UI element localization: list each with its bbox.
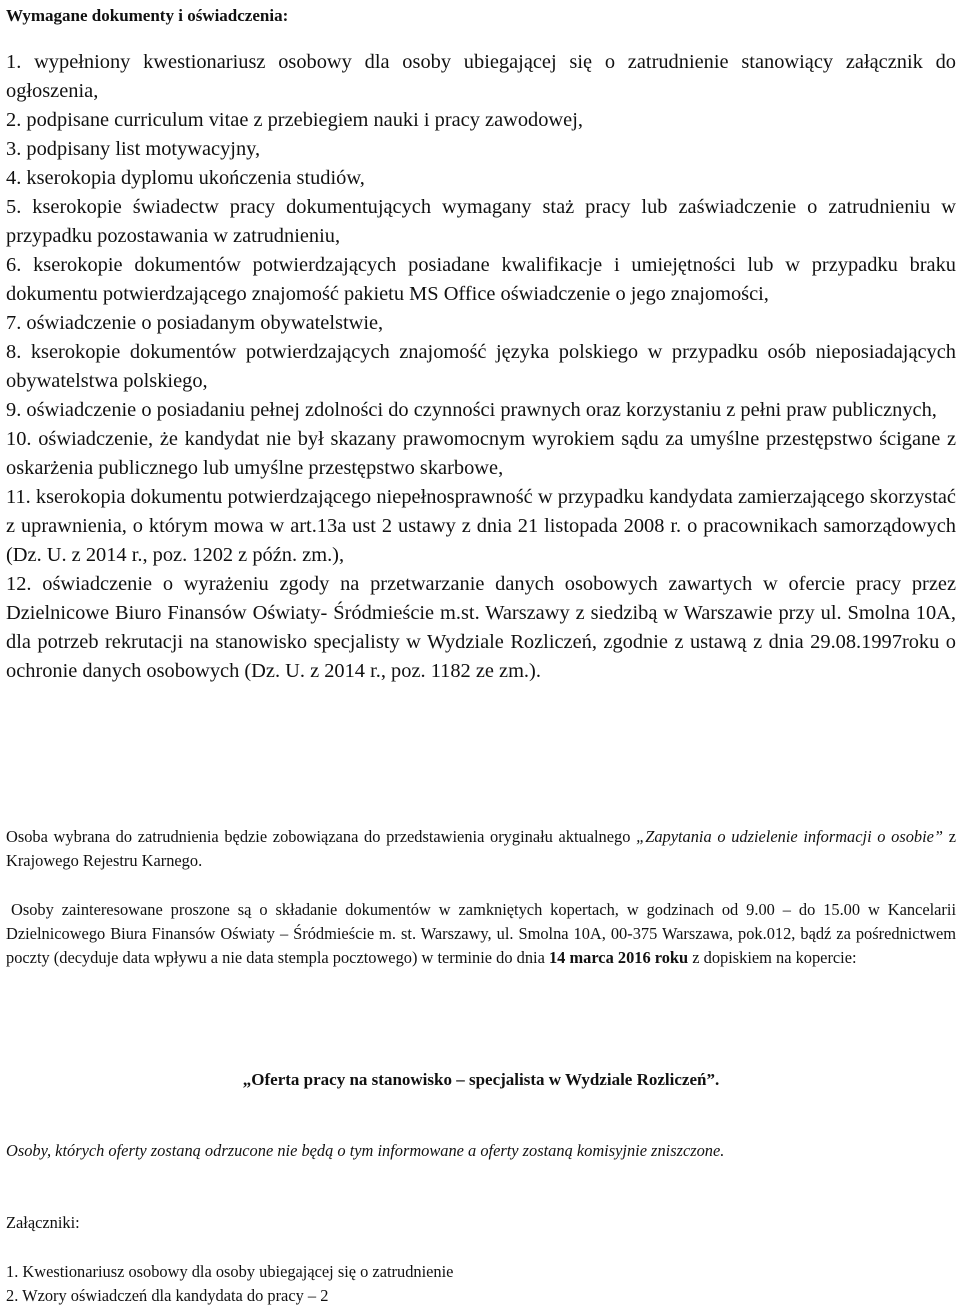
list-item: 1. Kwestionariusz osobowy dla osoby ubiegającej się o zatrudnienie xyxy=(6,1262,454,1281)
item-text: oświadczenie, że kandydat nie był skazany prawomocnym wyrokiem sądu za umyślne przestępstwo ścigane z oskarżenia publicznego lub umyślne przestępstwo skarbowe, xyxy=(6,428,957,479)
list-item xyxy=(6,164,956,193)
item-text: podpisany list motywacyjny, xyxy=(26,138,261,160)
rejected-offers-note: Osoby, których oferty zostaną odrzucone nie będą o tym informowane a oferty zostaną komisyjnie zniszczone. xyxy=(6,1141,725,1160)
attachments-label: Załączniki: xyxy=(6,1213,80,1232)
item-number: 1. xyxy=(6,51,22,73)
item-number: 7. xyxy=(6,312,22,334)
item-number: 9. xyxy=(6,399,22,421)
envelope-label: „Oferta pracy na stanowisko – specjalista w Wydziale Rozliczeń”. xyxy=(242,1070,720,1089)
item-text: oświadczenie o posiadanym obywatelstwie, xyxy=(26,312,384,334)
attachments-list xyxy=(6,1260,453,1308)
item-number: 5. xyxy=(6,196,22,218)
item-text: kserokopia dokumentu potwierdzającego niepełnosprawność w przypadku kandydata zamierzającego skorzystać z uprawnienia, o którym mowa w art.13a ust 2 ustawy z dnia 21 listopada 2008 r. o pracownikach samorządowych (Dz. U. z 2014 r., poz. 1202 z późn. zm.), xyxy=(6,486,956,566)
selected-text-end: z Krajowego Rejestru Karnego. xyxy=(6,827,957,870)
item-text: kserokopie świadectw pracy dokumentujących wymagany staż pracy lub zaświadczenie o zatrudnieniu w przypadku pozostawania w zatrudnieniu, xyxy=(6,196,956,247)
submission-deadline: 14 marca 2016 roku xyxy=(548,948,689,967)
submission-text-end: z dopiskiem na kopercie: xyxy=(688,948,857,967)
item-number: 12. xyxy=(6,573,32,595)
item-text: kserokopie dokumentów potwierdzających posiadane kwalifikacje i umiejętności lub w przypadku braku dokumentu potwierdzającego znajomość pakietu MS Office oświadczenie o jego znajomości, xyxy=(6,254,956,305)
list-item xyxy=(6,309,956,338)
list-item xyxy=(6,106,956,135)
item-text: wypełniony kwestionariusz osobowy dla osoby ubiegającej się o zatrudnienie stanowiący załącznik do ogłoszenia, xyxy=(6,51,956,102)
list-item xyxy=(6,425,956,483)
item-text: kserokopia dyplomu ukończenia studiów, xyxy=(26,167,365,189)
item-number: 6. xyxy=(6,254,22,276)
list-item xyxy=(6,396,956,425)
item-number: 4. xyxy=(6,167,22,189)
item-text: kserokopie dokumentów potwierdzających znajomość języka polskiego w przypadku osób nieposiadających obywatelstwa polskiego, xyxy=(6,341,956,392)
requirements-list xyxy=(6,48,956,686)
list-item xyxy=(6,483,956,570)
requirements-heading: Wymagane dokumenty i oświadczenia: xyxy=(6,6,289,25)
list-item: 2. Wzory oświadczeń dla kandydata do pracy – 2 xyxy=(6,1286,329,1305)
submission-instructions xyxy=(6,898,956,970)
selected-text-start: Osoba wybrana do zatrudnienia będzie zobowiązana do przedstawienia oryginału aktualnego xyxy=(6,827,637,846)
list-item xyxy=(6,338,956,396)
item-text: oświadczenie o wyrażeniu zgody na przetwarzanie danych osobowych zawartych w ofercie pracy przez Dzielnicowe Biuro Finansów Oświaty- Śródmieście m.st. Warszawy z siedzibą w Warszawie przy ul. Smolna 10A, dla potrzeb rekrutacji na stanowisko specjalisty w Wydziale Rozliczeń, zgodnie z ustawą z dnia 29.08.1997roku o ochronie danych osobowych (Dz. U. z 2014 r., poz. 1182 ze zm.). xyxy=(6,573,956,682)
item-number: 2. xyxy=(6,109,22,131)
item-number: 11. xyxy=(6,486,31,508)
item-text: podpisane curriculum vitae z przebiegiem nauki i pracy zawodowej, xyxy=(26,109,583,131)
item-text: oświadczenie o posiadaniu pełnej zdolności do czynności prawnych oraz korzystaniu z pełni praw publicznych, xyxy=(26,399,937,421)
item-number: 3. xyxy=(6,138,22,160)
list-item xyxy=(6,135,956,164)
list-item xyxy=(6,251,956,309)
selected-candidate-note xyxy=(6,825,956,873)
krk-request-title: „Zapytania o udzielenie informacji o osobie” xyxy=(636,827,944,846)
item-number: 10. xyxy=(6,428,32,450)
item-number: 8. xyxy=(6,341,22,363)
list-item xyxy=(6,193,956,251)
list-item xyxy=(6,48,956,106)
list-item xyxy=(6,570,956,686)
submission-text-start: Osoby zainteresowane proszone są o składanie dokumentów w zamkniętych kopertach, w godzinach od 9.00 – do 15.00 w Kancelarii Dzielnicowego Biura Finansów Oświaty – Śródmieście m. st. Warszawy, ul. Smolna 10A, 00-375 Warszawa, pok.012, bądź za pośrednictwem poczty (decyduje data wpływu a nie data stempla pocztowego) w terminie do dnia xyxy=(6,900,956,967)
